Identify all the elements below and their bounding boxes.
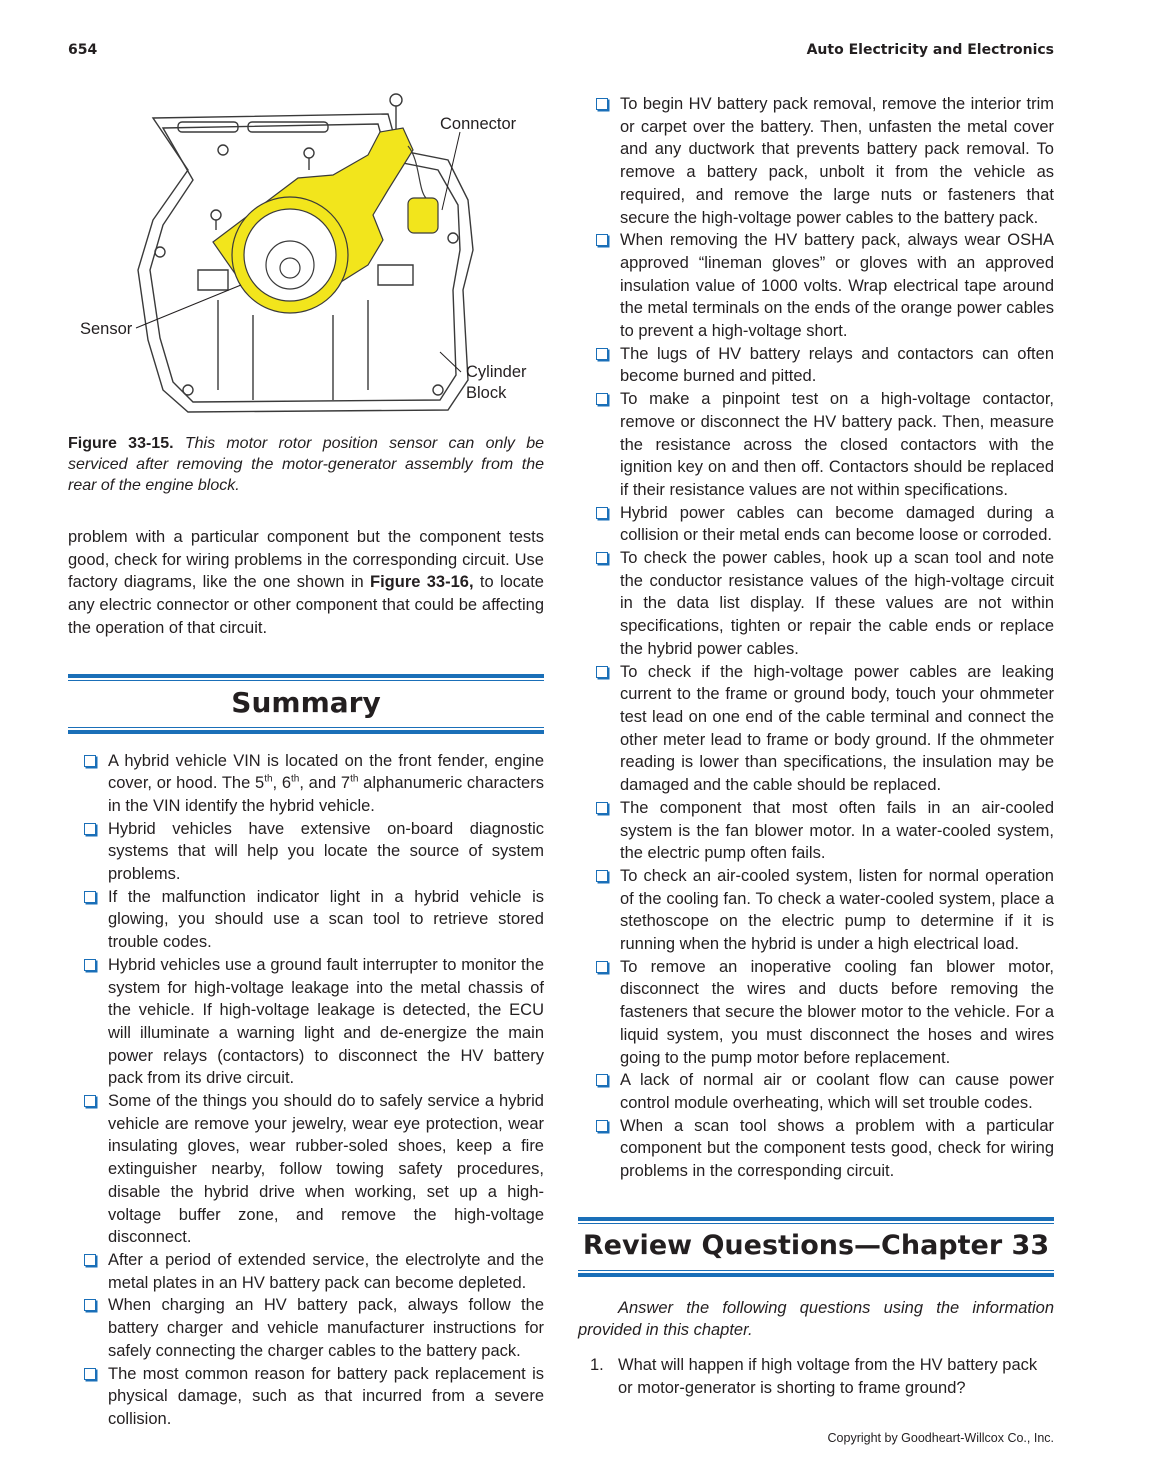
left-column xyxy=(68,433,544,1431)
figure-caption xyxy=(68,433,544,496)
list-item xyxy=(84,1294,544,1362)
page-number: 654 xyxy=(68,42,98,58)
checkbox-bullet-icon xyxy=(84,755,96,767)
list-item xyxy=(596,1069,1054,1114)
item-text: After a period of extended service, the electrolyte and the metal plates in an HV battery pack can become depleted. xyxy=(108,1250,544,1292)
item-text: To check if the high-voltage power cables are leaking current to the frame or ground body, touch your ohmmeter test lead on one end of the cable terminal and connect the other meter lead to frame or body ground. If the ohmmeter reading is lower than specifications, the insulation may be damaged and the cable should be replaced. xyxy=(620,662,1054,795)
checkbox-bullet-icon xyxy=(596,870,608,882)
label-connector: Connector xyxy=(440,115,517,133)
item-text: Hybrid vehicles have extensive on-board diagnostic systems that will help you locate the source of system problems. xyxy=(108,819,544,884)
item-text: To check the power cables, hook up a scan tool and note the conductor resistance values of the high-voltage circuit in the data list display. If these values are not within specifications, tighten or repair the cable ends or replace the hybrid power cables. xyxy=(620,549,1054,658)
summary-title: Summary xyxy=(68,680,544,728)
figure-33-15 xyxy=(68,90,548,420)
checkbox-bullet-icon xyxy=(596,98,608,110)
review-section xyxy=(578,1217,1054,1400)
superscript: th xyxy=(264,773,273,785)
item-text: When removing the HV battery pack, always wear OSHA approved “lineman gloves” or gloves with an approved insulation value of 1000 volts. Wrap electrical tape around the metal terminals on the ends of the orange power cables to prevent a high-voltage short. xyxy=(620,231,1054,341)
checkbox-bullet-icon xyxy=(84,959,96,971)
list-item xyxy=(596,547,1054,661)
checkbox-bullet-icon xyxy=(84,823,96,835)
right-column xyxy=(578,93,1054,1446)
question-number: 1. xyxy=(590,1356,604,1375)
checkbox-bullet-icon xyxy=(596,1074,608,1086)
item-text: The most common reason for battery pack replacement is physical damage, such as that incurred from a severe collision. xyxy=(108,1364,544,1428)
list-item xyxy=(596,229,1054,343)
review-heading-bar xyxy=(578,1217,1054,1277)
item-text: When charging an HV battery pack, always follow the battery charger and vehicle manufacturer instructions for safely connecting the charger cables to the battery pack. xyxy=(108,1296,544,1360)
item-text: Some of the things you should do to safely service a hybrid vehicle are remove your jewelry, wear eye protection, wear insulating gloves, wear rubber-soled shoes, keep a fire extinguisher nearby, follow towing safety procedures, disable the hybrid drive when working, set up a high-voltage buffer zone, and remove the high-voltage disconnect. xyxy=(108,1092,544,1247)
checkbox-bullet-icon xyxy=(84,1299,96,1311)
list-item xyxy=(84,886,544,954)
superscript: th xyxy=(350,773,359,785)
figure-reference: Figure 33-16, xyxy=(370,573,474,592)
copyright: Copyright by Goodheart-Willcox Co., Inc. xyxy=(827,1430,1054,1445)
checkbox-bullet-icon xyxy=(596,552,608,564)
intro-paragraph xyxy=(68,526,544,640)
superscript: th xyxy=(291,773,300,785)
checkbox-bullet-icon xyxy=(84,891,96,903)
checkbox-bullet-icon xyxy=(596,234,608,246)
checkbox-bullet-icon xyxy=(596,393,608,405)
list-item xyxy=(596,1115,1054,1183)
summary-list-continued xyxy=(596,93,1054,1183)
label-cylinder: Cylinder xyxy=(466,363,527,381)
list-item xyxy=(596,502,1054,547)
checkbox-bullet-icon xyxy=(596,348,608,360)
intro-text-end: to locate any electric connector or other component that could be affecting the operation of that circuit. xyxy=(68,573,544,637)
list-item xyxy=(596,956,1054,1070)
checkbox-bullet-icon xyxy=(596,802,608,814)
list-item xyxy=(84,750,544,818)
item-text: alphanumeric characters in the VIN identify the hybrid vehicle. xyxy=(108,774,544,815)
item-text: To check an air-cooled system, listen for normal operation of the cooling fan. To check a water-cooled system, place a stethoscope on the electric pump to determine if it is running when the hybrid is under a high electrical load. xyxy=(620,866,1054,954)
item-text: To make a pinpoint test on a high-voltage contactor, remove or disconnect the HV battery pack. Then, measure the resistance across the closed contactors with the ignition key on and then off. Contactors should be replaced if their resistance values are not within specifications. xyxy=(620,390,1054,499)
review-title: Review Questions—Chapter 33 xyxy=(578,1223,1054,1271)
list-item xyxy=(596,797,1054,865)
list-item xyxy=(84,1249,544,1294)
list-item xyxy=(84,1090,544,1249)
review-question xyxy=(578,1354,1054,1399)
list-item xyxy=(84,818,544,886)
checkbox-bullet-icon xyxy=(84,1368,96,1380)
item-text: If the malfunction indicator light in a hybrid vehicle is glowing, you should use a scan tool to retrieve stored trouble codes. xyxy=(108,887,544,952)
list-item xyxy=(596,93,1054,229)
label-sensor: Sensor xyxy=(80,320,133,338)
checkbox-bullet-icon xyxy=(84,1254,96,1266)
item-text: The component that most often fails in an air-cooled system is the fan blower motor. In a water-cooled system, the electric pump often fails. xyxy=(620,798,1054,863)
item-text: To begin HV battery pack removal, remove the interior trim or carpet over the battery. Then, unfasten the metal cover and any ductwork that prevents battery pack removal. To remove a battery pack, unbolt it from the vehicle as required, and remove the large nuts or fasteners that secure the high-voltage power cables to the battery pack. xyxy=(620,95,1054,227)
item-text: A lack of normal air or coolant flow can cause power control module overheating, which will set trouble codes. xyxy=(620,1071,1054,1112)
review-instructions: Answer the following questions using the information provided in this chapter. xyxy=(578,1298,1054,1340)
summary-list xyxy=(84,750,544,1431)
label-block: Block xyxy=(466,384,507,402)
list-item xyxy=(596,343,1054,388)
checkbox-bullet-icon xyxy=(84,1095,96,1107)
checkbox-bullet-icon xyxy=(596,666,608,678)
item-text: , 6 xyxy=(272,774,292,793)
list-item xyxy=(84,954,544,1090)
caption-number: Figure 33-15. xyxy=(68,435,174,452)
item-text: The lugs of HV battery relays and contactors can often become burned and pitted. xyxy=(620,344,1054,386)
caption-text: This motor rotor position sensor can only be serviced after removing the motor-generator assembly from the rear of the engine block. xyxy=(68,435,544,494)
checkbox-bullet-icon xyxy=(596,507,608,519)
checkbox-bullet-icon xyxy=(596,961,608,973)
item-text: A hybrid vehicle VIN is located on the front fender, engine cover, or hood. The 5 xyxy=(108,751,544,793)
item-text: Hybrid vehicles use a ground fault interrupter to monitor the system for high-voltage leakage into the metal chassis of the vehicle. If high-voltage leakage is detected, the ECU will illuminate a warning light and de-energize the main power relays (contactors) to disconnect the HV battery pack from its drive circuit. xyxy=(108,955,544,1088)
list-item xyxy=(596,865,1054,956)
item-text: , and 7 xyxy=(299,774,351,793)
item-text: When a scan tool shows a problem with a particular component but the component tests good, check for wiring problems in the corresponding circuit. xyxy=(620,1116,1054,1181)
running-header: Auto Electricity and Electronics xyxy=(806,42,1054,58)
item-text: Hybrid power cables can become damaged during a collision or their metal ends can become loose or corroded. xyxy=(620,503,1054,545)
list-item xyxy=(596,388,1054,502)
item-text: To remove an inoperative cooling fan blower motor, disconnect the wires and ducts before removing the fasteners that secure the blower motor to the vehicle. For a liquid system, you must disconnect the hoses and wires going to the pump motor before replacement. xyxy=(620,957,1054,1067)
checkbox-bullet-icon xyxy=(596,1120,608,1132)
list-item xyxy=(84,1363,544,1431)
list-item xyxy=(596,661,1054,797)
summary-heading-bar xyxy=(68,674,544,734)
question-text: What will happen if high voltage from the HV battery pack or motor-generator is shorting to frame ground? xyxy=(618,1356,1038,1397)
intro-text: problem with a particular component but the component tests good, check for wiring problems in the corresponding circuit. Use factory diagrams, like the one shown in xyxy=(68,528,544,592)
